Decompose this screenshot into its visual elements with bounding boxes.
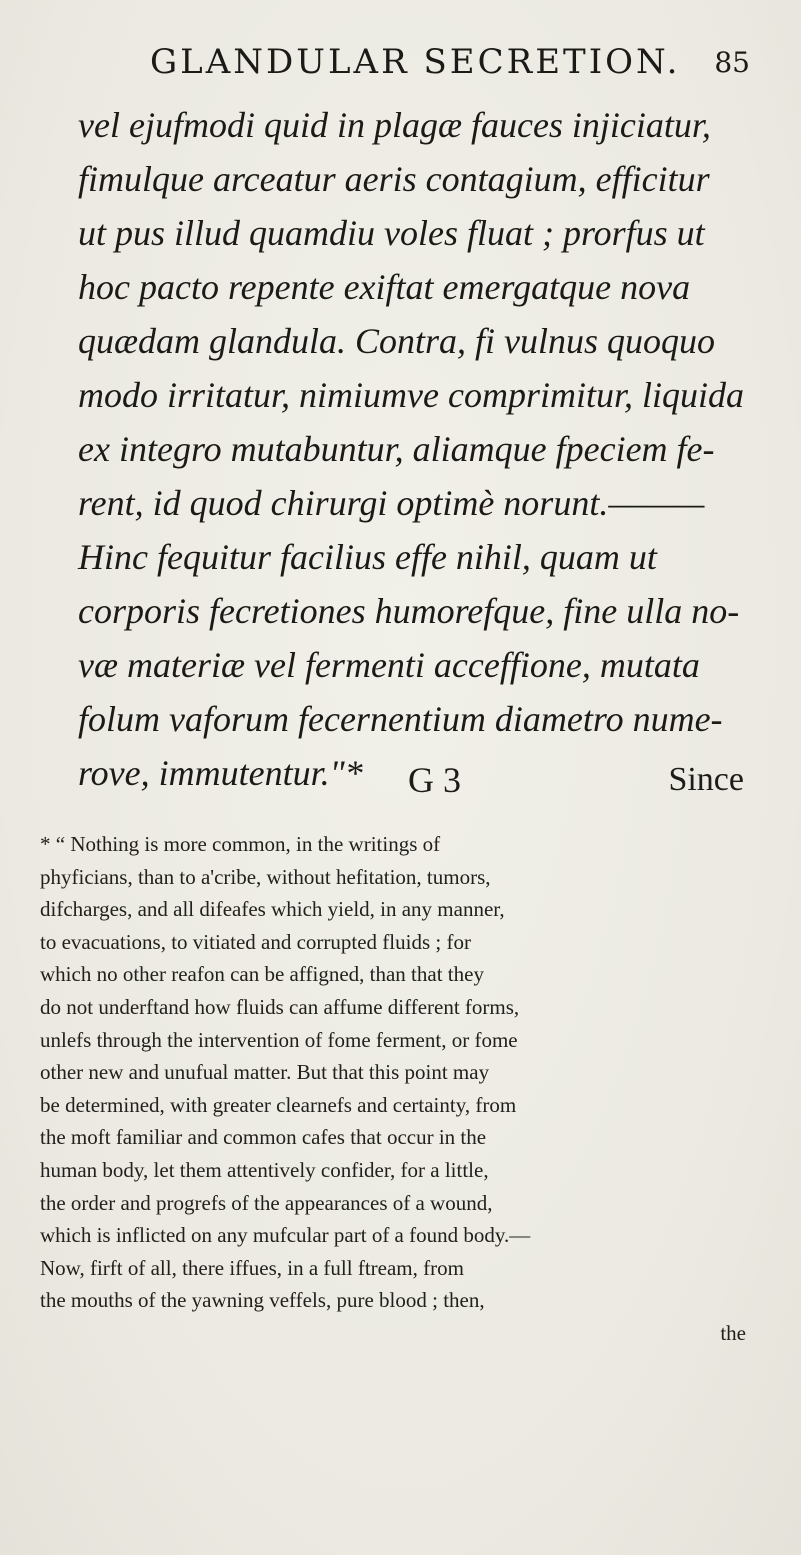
text-line: hoc pacto repente exiftat emergatque nova	[78, 267, 691, 307]
footnote-line: do not underftand how fluids can affume different forms,	[40, 994, 520, 1019]
footnote-line: which no other reafon can be affigned, than that they	[40, 962, 484, 987]
catchword: Since	[668, 761, 744, 798]
footnote-line: * “ Nothing is more common, in the writings of	[40, 832, 441, 856]
text-line: vel ejufmodi quid in plagæ fauces injiciatur,	[78, 105, 711, 145]
footnote-catchword: the	[720, 1320, 746, 1345]
text-line: rove, immutentur."*	[78, 753, 363, 793]
text-line: folum vaforum fecernentium diametro nume-	[78, 699, 723, 739]
signature-row	[78, 753, 758, 807]
text-line: rent, id quod chirurgi optimè norunt.———	[78, 483, 705, 523]
footnote-line: the mouths of the yawning veffels, pure blood ; then,	[40, 1288, 485, 1313]
footnote-line: the moft familiar and common cafes that occur in the	[40, 1125, 487, 1150]
page-number: 85	[714, 46, 750, 79]
footnote-line: other new and unufual matter. But that this point may	[40, 1060, 490, 1085]
text-line: ut pus illud quamdiu voles fluat ; prorfus ut	[78, 213, 705, 253]
text-line: modo irritatur, nimiumve comprimitur, liquida	[78, 375, 745, 415]
text-line: Hinc fequitur facilius effe nihil, quam ut	[78, 537, 657, 577]
text-line: fimulque arceatur aeris contagium, efficitur	[78, 159, 710, 199]
text-line: væ materiæ vel fermenti acceffione, mutata	[78, 645, 700, 685]
footnote	[40, 828, 770, 1350]
text-line: quædam glandula. Contra, fi vulnus quoquo	[78, 321, 716, 361]
running-title: GLANDULAR SECRETION.	[150, 42, 681, 82]
text-line: ex integro mutabuntur, aliamque fpeciem fe-	[78, 429, 715, 469]
text-line: corporis fecretiones humorefque, fine ulla no-	[78, 591, 740, 631]
signature-mark: G 3	[408, 760, 461, 800]
footnote-line: which is inflicted on any mufcular part of a found body.—	[40, 1223, 531, 1248]
footnote-line: difcharges, and all difeafes which yield, in any manner,	[40, 897, 505, 922]
footnote-line: the order and progrefs of the appearances of a wound,	[40, 1190, 493, 1215]
latin-quotation	[78, 98, 758, 800]
footnote-line: to evacuations, to vitiated and corrupted fluids ; for	[40, 929, 471, 954]
footnote-line: unlefs through the intervention of fome ferment, or fome	[40, 1027, 518, 1052]
footnote-line: Now, firft of all, there iffues, in a full ftream, from	[40, 1255, 464, 1280]
footnote-line: be determined, with greater clearnefs and certainty, from	[40, 1092, 517, 1117]
footnote-line: human body, let them attentively confider, for a little,	[40, 1157, 489, 1182]
running-head	[150, 42, 750, 92]
footnote-line: phyficians, than to a'cribe, without hefitation, tumors,	[40, 864, 491, 889]
